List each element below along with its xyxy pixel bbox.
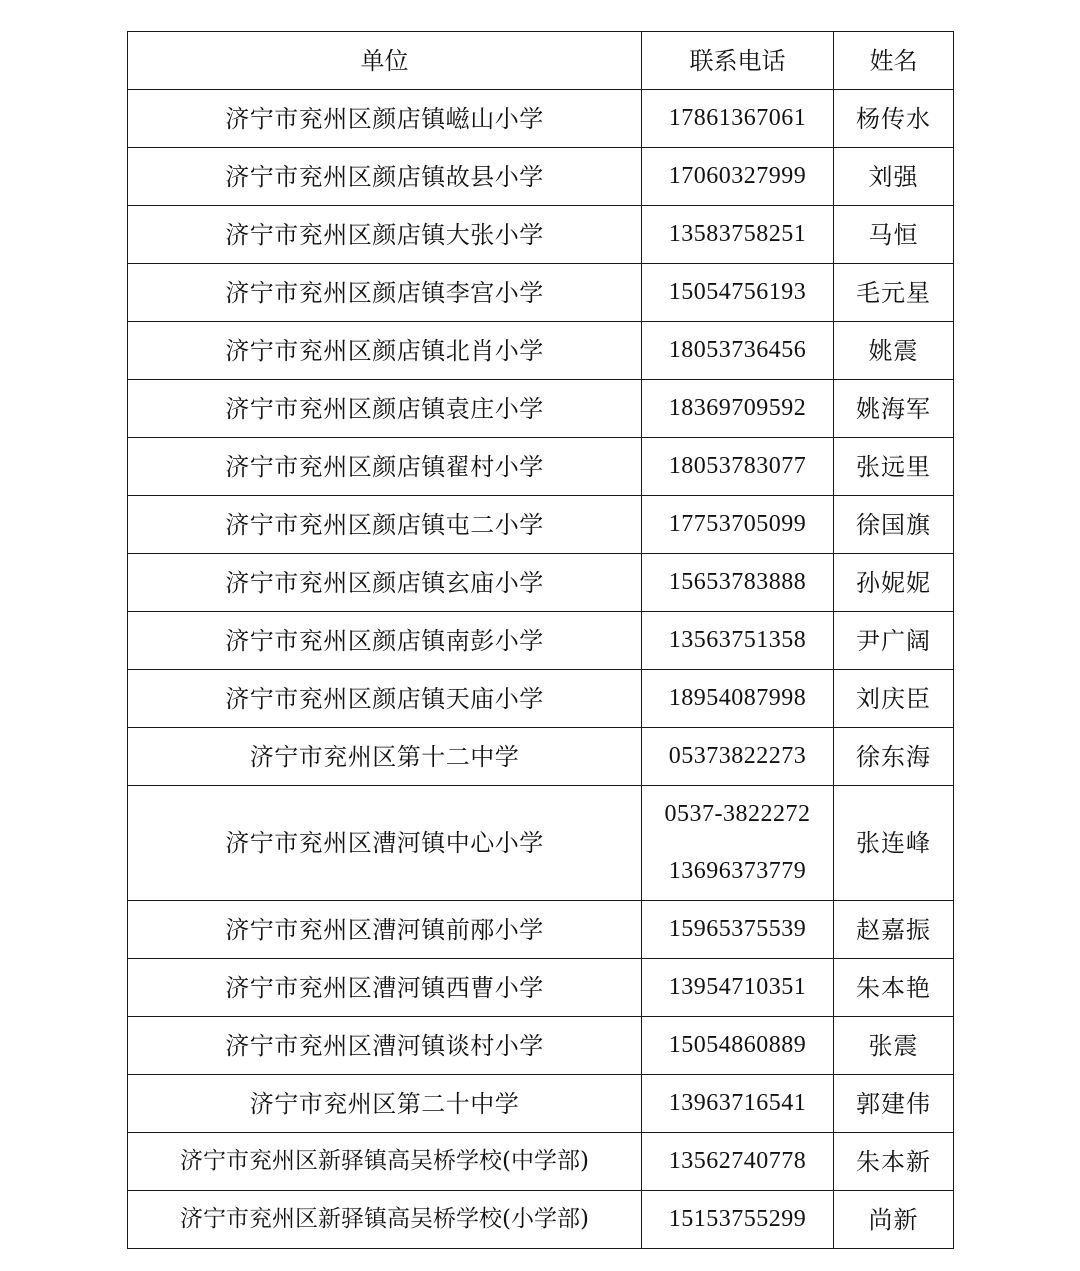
phone-number: 15054756193 [668,279,807,305]
phone-cell [642,1017,834,1075]
contact-table [127,31,954,1249]
header-phone: 联系电话 [642,32,834,90]
phone-number: 18954087998 [668,685,807,711]
name-cell: 郭建伟 [834,1075,954,1133]
phone-number: 17861367061 [668,105,807,131]
phone-cell [642,670,834,728]
name-cell: 姚海军 [834,380,954,438]
phone-cell [642,728,834,786]
unit-cell: 济宁市兖州区颜店镇南彭小学 [128,612,642,670]
phone-cell [642,959,834,1017]
name-cell: 朱本新 [834,1133,954,1191]
phone-cell [642,786,834,901]
phone-cell [642,438,834,496]
table-row [128,1017,954,1075]
name-cell: 刘强 [834,148,954,206]
unit-cell: 济宁市兖州区颜店镇袁庄小学 [128,380,642,438]
phone-number: 17060327999 [668,163,807,189]
table-row [128,148,954,206]
name-cell: 张远里 [834,438,954,496]
name-cell: 尚新 [834,1191,954,1249]
phone-number: 18053783077 [668,453,807,479]
table-row [128,901,954,959]
phone-number: 13963716541 [668,1090,807,1116]
name-cell: 徐东海 [834,728,954,786]
table-row [128,264,954,322]
phone-number: 13562740778 [668,1148,807,1174]
unit-cell: 济宁市兖州区颜店镇大张小学 [128,206,642,264]
phone-number: 13954710351 [668,974,807,1000]
phone-number: 13563751358 [668,627,807,653]
table-body [128,90,954,1249]
table-row [128,322,954,380]
table-row [128,438,954,496]
table-header [128,32,954,90]
header-row [128,32,954,90]
unit-cell: 济宁市兖州区颜店镇李宫小学 [128,264,642,322]
phone-number: 05373822273 [668,743,807,769]
unit-cell: 济宁市兖州区颜店镇嵫山小学 [128,90,642,148]
name-cell: 毛元星 [834,264,954,322]
phone-number: 18369709592 [668,395,807,421]
phone-cell [642,1075,834,1133]
phone-cell [642,496,834,554]
name-cell: 姚震 [834,322,954,380]
unit-cell: 济宁市兖州区颜店镇玄庙小学 [128,554,642,612]
name-cell: 孙妮妮 [834,554,954,612]
unit-cell: 济宁市兖州区漕河镇前邴小学 [128,901,642,959]
unit-cell: 济宁市兖州区颜店镇故县小学 [128,148,642,206]
phone-number: 13583758251 [668,221,807,247]
name-cell: 杨传水 [834,90,954,148]
phone-cell [642,380,834,438]
table-row [128,1191,954,1249]
table-row [128,90,954,148]
table-row [128,612,954,670]
header-name: 姓名 [834,32,954,90]
table-row [128,786,954,901]
phone-cell [642,322,834,380]
table-row [128,1075,954,1133]
header-unit: 单位 [128,32,642,90]
table-row [128,1133,954,1191]
unit-cell: 济宁市兖州区颜店镇天庙小学 [128,670,642,728]
name-cell: 赵嘉振 [834,901,954,959]
unit-cell: 济宁市兖州区颜店镇屯二小学 [128,496,642,554]
phone-cell [642,90,834,148]
phone-number: 15965375539 [668,916,807,942]
table-row [128,206,954,264]
phone-cell [642,1191,834,1249]
phone-cell [642,264,834,322]
table-row [128,380,954,438]
phone-number: 0537-3822272 [664,801,811,827]
name-cell: 徐国旗 [834,496,954,554]
table-row [128,496,954,554]
name-cell: 朱本艳 [834,959,954,1017]
phone-number: 15153755299 [668,1206,807,1232]
table-row [128,670,954,728]
name-cell: 刘庆臣 [834,670,954,728]
phone-number: 15054860889 [668,1032,807,1058]
table-row [128,728,954,786]
phone-cell [642,148,834,206]
phone-cell [642,901,834,959]
unit-cell: 济宁市兖州区新驿镇高吴桥学校(中学部) [128,1133,642,1191]
phone-number: 15653783888 [668,569,807,595]
name-cell: 张连峰 [834,786,954,901]
phone-cell [642,612,834,670]
unit-cell: 济宁市兖州区漕河镇谈村小学 [128,1017,642,1075]
phone-cell [642,206,834,264]
phone-number: 18053736456 [668,337,807,363]
phone-cell [642,554,834,612]
name-cell: 马恒 [834,206,954,264]
unit-cell: 济宁市兖州区第二十中学 [128,1075,642,1133]
unit-cell: 济宁市兖州区漕河镇西曹小学 [128,959,642,1017]
phone-cell [642,1133,834,1191]
unit-cell: 济宁市兖州区颜店镇翟村小学 [128,438,642,496]
phone-number: 13696373779 [668,858,807,884]
phone-number: 17753705099 [668,511,807,537]
name-cell: 尹广阔 [834,612,954,670]
name-cell: 张震 [834,1017,954,1075]
table-row [128,959,954,1017]
unit-cell: 济宁市兖州区新驿镇高吴桥学校(小学部) [128,1191,642,1249]
unit-cell: 济宁市兖州区第十二中学 [128,728,642,786]
table-row [128,554,954,612]
unit-cell: 济宁市兖州区漕河镇中心小学 [128,786,642,901]
unit-cell: 济宁市兖州区颜店镇北肖小学 [128,322,642,380]
